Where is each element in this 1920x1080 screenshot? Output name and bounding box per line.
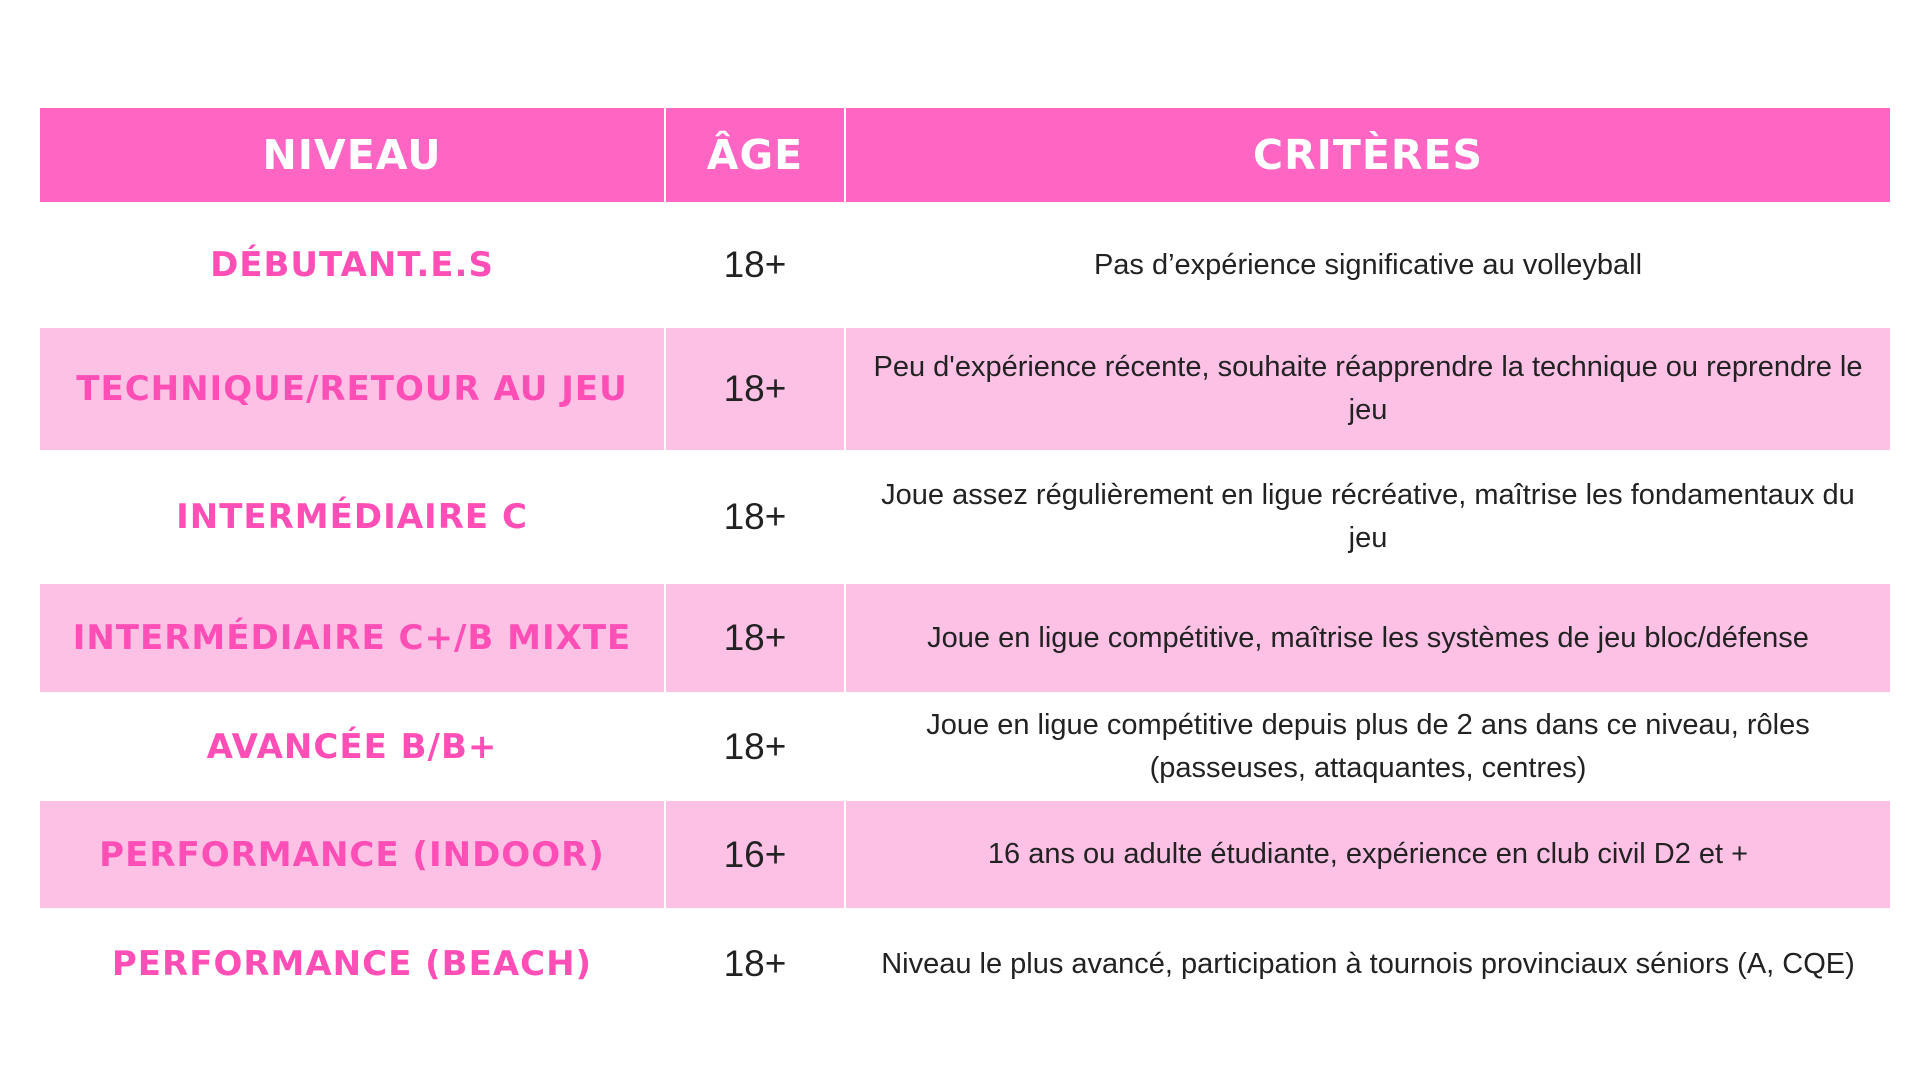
criteria-cell: Pas d’expérience significative au volleyball [844, 202, 1890, 328]
criteria-cell: Joue assez régulièrement en ligue récréative, maîtrise les fondamentaux du jeu [844, 450, 1890, 584]
header-niveau: NIVEAU [262, 131, 442, 179]
header-criteres: CRITÈRES [844, 108, 1890, 202]
criteria-cell: Niveau le plus avancé, participation à tournois provinciaux séniors (A, CQE) [844, 908, 1890, 1020]
table-row [40, 801, 1890, 908]
age-cell: 16+ [664, 801, 844, 908]
criteria-cell: 16 ans ou adulte étudiante, expérience en club civil D2 et + [844, 801, 1890, 908]
age-cell: 18+ [664, 584, 844, 692]
table-row [40, 692, 1890, 801]
level-cell: INTERMÉDIAIRE C+/B MIXTE [72, 618, 632, 658]
age-cell: 18+ [664, 450, 844, 584]
table-row [40, 328, 1890, 450]
age-cell: 18+ [664, 328, 844, 450]
criteria-cell: Joue en ligue compétitive depuis plus de 2 ans dans ce niveau, rôles (passeuses, attaquantes, centres) [844, 692, 1890, 801]
age-cell: 18+ [664, 908, 844, 1020]
table-header-row [40, 108, 1890, 202]
table-row [40, 584, 1890, 692]
age-cell: 18+ [664, 692, 844, 801]
criteria-cell: Joue en ligue compétitive, maîtrise les systèmes de jeu bloc/défense [844, 584, 1890, 692]
level-cell: INTERMÉDIAIRE C [176, 497, 528, 537]
level-cell: PERFORMANCE (INDOOR) [99, 834, 605, 875]
levels-table [40, 108, 1890, 1020]
table-row [40, 202, 1890, 328]
table-row [40, 908, 1890, 1020]
header-age: ÂGE [664, 108, 844, 202]
criteria-cell: Peu d'expérience récente, souhaite réapprendre la technique ou reprendre le jeu [844, 328, 1890, 450]
level-cell: TECHNIQUE/RETOUR AU JEU [76, 369, 628, 409]
table-row [40, 450, 1890, 584]
level-cell: PERFORMANCE (BEACH) [111, 944, 593, 984]
level-cell: AVANCÉE B/B+ [206, 726, 498, 767]
age-cell: 18+ [664, 202, 844, 328]
level-cell: DÉBUTANT.E.S [210, 245, 494, 285]
